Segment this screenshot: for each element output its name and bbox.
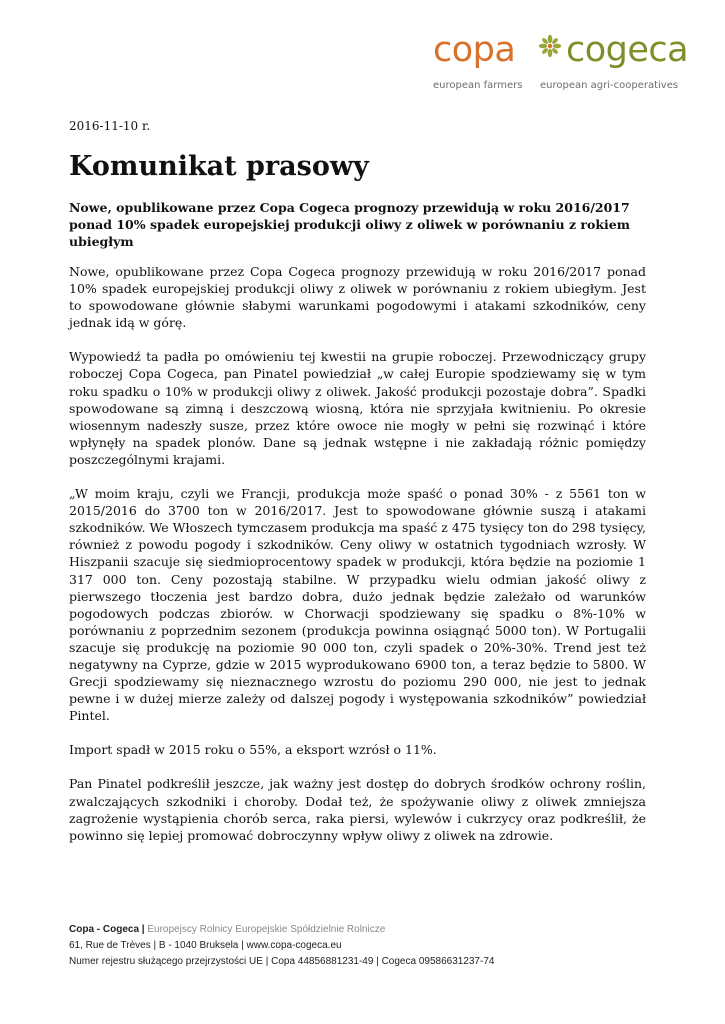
body-text: [69, 263, 646, 861]
footer-org-description: Europejscy Rolnicy Europejskie Spółdzielnie Rolnicze: [147, 924, 386, 935]
footer-org-name: Copa - Cogeca: [69, 924, 140, 935]
footer-registry: Numer rejestru służącego przejrzystości UE | Copa 44856881231-49 | Cogeca 09586631237-74: [69, 956, 495, 967]
logo-cogeca-word: cogeca: [566, 30, 689, 70]
footer-address: 61, Rue de Trèves | B - 1040 Bruksela | www.copa-cogeca.eu: [69, 940, 342, 951]
copa-cogeca-logo: [430, 30, 695, 100]
body-paragraph: Nowe, opublikowane przez Copa Cogeca prognozy przewidują w roku 2016/2017 ponad 10% spadek europejskiej produkcji oliwy z oliwek w porównaniu z rokiem ubiegłym. Jest to spowodowane głównie słabymi warunkami pogodowymi i atakami szkodników, ceny jednak idą w górę.: [69, 264, 646, 331]
logo-tagline-cooperatives: european agri-cooperatives: [540, 80, 679, 91]
body-paragraph: Wypowiedź ta padła po omówieniu tej kwestii na grupie roboczej. Przewodniczący grupy roboczej Copa Cogeca, pan Pinatel powiedział „w całej Europie spodziewamy się w tym roku spadku o 10% w produkcji oliwy z oliwek. Jakość produkcji pozostaje dobra”. Spadki spowodowane są zimną i deszczową wiosną, która nie sprzyjała kwitnieniu. Po okresie wiosennym nadeszły susze, przez które owoce nie mogły w pełni się rozwinąć i które wpłynęły na spadek plonów. Dane są jednak wstępne i nie zakładają różnic pomiędzy poszczególnymi krajami.: [69, 349, 646, 467]
footer: [69, 922, 494, 970]
asterisk-star-icon: [538, 34, 562, 58]
logo-tagline-farmers: european farmers: [433, 80, 523, 91]
lead-paragraph: Nowe, opublikowane przez Copa Cogeca prognozy przewidują w roku 2016/2017 ponad 10% spadek europejskiej produkcji oliwy z oliwek w porównaniu z rokiem ubiegłym: [69, 200, 630, 249]
body-paragraph: „W moim kraju, czyli we Francji, produkcja może spaść o ponad 30% - z 5561 ton w 2015/2016 do 3700 ton w 2016/2017. Jest to spowodowane głównie suszą i atakami szkodników. We Włoszech tymczasem produkcja ma spaść z 475 tysięcy ton do 298 tysięcy, również z powodu pogody i szkodników. Ceny oliwy w ostatnich tygodniach wzrosły. W Hiszpanii szacuje się siedmioprocentowy spadek w produkcji, która będzie na poziomie 1 317 000 ton. Ceny pozostają stabilne. W przypadku wielu odmian jakość oliwy z pierwszego tłoczenia jest bardzo dobra, dużo jednak będzie zależało od warunków pogodowych podczas zbiorów. w Chorwacji spodziewany się spadku o 8%-10% w porównaniu z poprzednim sezonem (produkcja powinna osiągnąć 5000 ton). W Portugalii szacuje się produkcję na poziomie 90 000 ton, czyli spadek o 20%-30%. Trend jest też negatywny na Cyprze, gdzie w 2015 wyprodukowano 6900 ton, a teraz będzie to 5800. W Grecji spodziewamy się nieznacznego wzrostu do poziomu 290 000, nie jest to jednak pewne i w dużej mierze zależy od dalszej pogody i występowania szkodników” powiedział Pintel.: [69, 486, 646, 724]
logo-copa-word: copa: [433, 30, 516, 70]
page-title: Komunikat prasowy: [69, 151, 369, 182]
body-paragraph: Import spadł w 2015 roku o 55%, a eksport wzrósł o 11%.: [69, 742, 437, 758]
body-paragraph: Pan Pinatel podkreślił jeszcze, jak ważny jest dostęp do dobrych środków ochrony roślin, zwalczających szkodniki i choroby. Dodał też, że spożywanie oliwy z oliwek zmniejsza zagrożenie wystąpienia chorób serca, raka piersi, wylewów i cukrzycy oraz podkreślił, że powinno się lepiej promować dobroczynny wpływ oliwy z oliwek na zdrowie.: [69, 776, 646, 843]
footer-separator: |: [139, 924, 148, 935]
footer-org-line: [69, 922, 494, 938]
document-date: 2016-11-10 r.: [69, 119, 151, 133]
